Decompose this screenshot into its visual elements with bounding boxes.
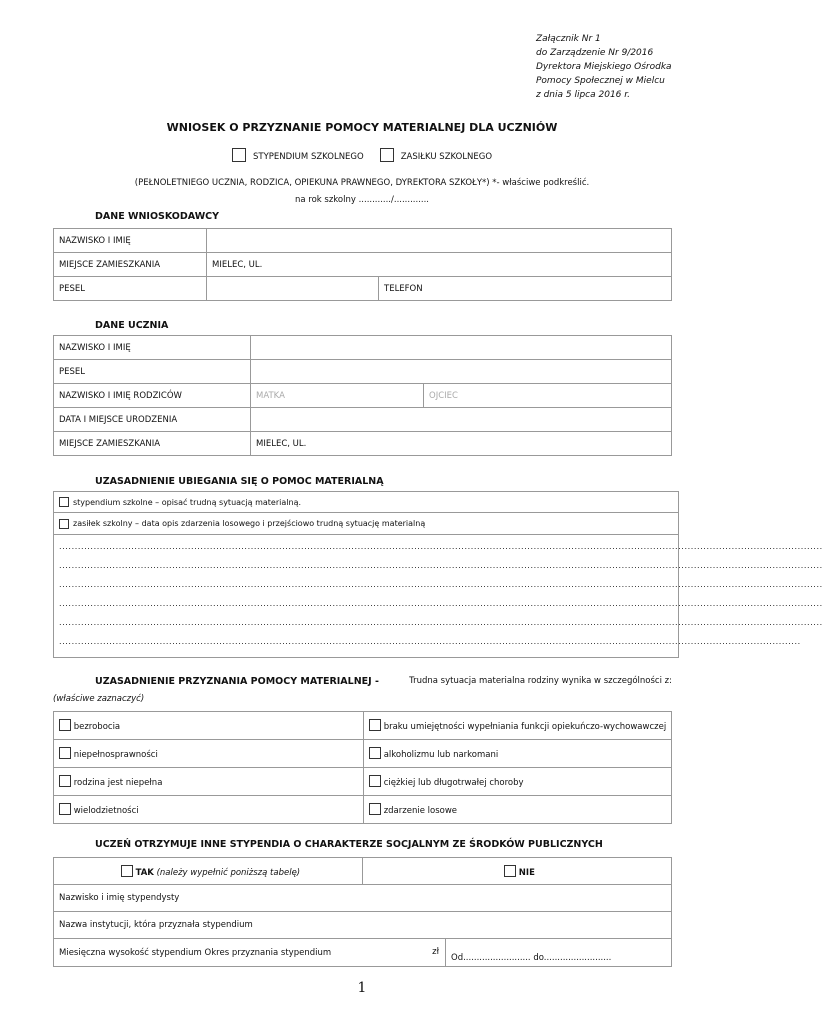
ground-item[interactable]	[54, 796, 364, 824]
dotted-line: ...................................................................................................................................................................................................................................................	[59, 580, 823, 589]
grounds-table	[53, 711, 672, 824]
tak-checkbox[interactable]	[121, 865, 133, 877]
grounds-note: (właściwe zaznaczyć)	[53, 694, 145, 704]
applicant-name-field[interactable]	[207, 229, 672, 253]
page-number: 1	[357, 980, 367, 996]
ground-item[interactable]	[364, 712, 672, 740]
zasilek-label: ZASIŁKU SZKOLNEGO	[400, 152, 493, 162]
currency-label: zł	[432, 947, 439, 957]
tak-option[interactable]	[54, 858, 363, 885]
dotted-line: ...................................................................................................................................................................................................................................................	[59, 542, 823, 551]
ground-item[interactable]	[54, 712, 364, 740]
ground-item[interactable]	[364, 740, 672, 768]
tak-note: (należy wypełnić poniższą tabelę)	[156, 867, 301, 878]
ground-item[interactable]	[364, 768, 672, 796]
ground-label: alkoholizmu lub narkomani	[383, 750, 499, 760]
stypendium-label: STYPENDIUM SZKOLNEGO	[253, 152, 364, 162]
birth-field[interactable]	[251, 408, 672, 432]
father-field[interactable]: OJCIEC	[424, 384, 672, 408]
applicant-note: (PEŁNOLETNIEGO UCZNIA, RODZICA, OPIEKUNA PRAWNEGO, DYREKTORA SZKOŁY*) *- właściwe podkreślić.	[134, 178, 590, 188]
ground-checkbox[interactable]	[369, 803, 381, 815]
annex-line: z dnia 5 lipca 2016 r.	[536, 90, 631, 100]
applicant-name-label: NAZWISKO I IMIĘ	[54, 229, 207, 253]
period-field[interactable]: Od......................... do.........................	[446, 939, 672, 967]
institution-row[interactable]: Nazwa instytucji, która przyznała stypendium	[54, 912, 672, 939]
dotted-line: ...................................................................................................................................................................................................................................................	[59, 618, 823, 627]
ground-item[interactable]	[54, 768, 364, 796]
justification-zasilek-checkbox[interactable]	[59, 519, 69, 529]
ground-checkbox[interactable]	[59, 775, 71, 787]
student-table	[53, 335, 672, 456]
annex-line: Pomocy Społecznej w Mielcu	[536, 76, 665, 86]
justification-box	[53, 491, 823, 658]
student-heading: DANE UCZNIA	[95, 320, 169, 331]
student-pesel-field[interactable]	[251, 360, 672, 384]
ground-checkbox[interactable]	[59, 747, 71, 759]
ground-checkbox[interactable]	[369, 719, 381, 731]
ground-checkbox[interactable]	[369, 775, 381, 787]
student-name-label: NAZWISKO I IMIĘ	[54, 336, 251, 360]
student-name-field[interactable]	[251, 336, 672, 360]
justification-option-stypendium[interactable]	[54, 492, 678, 513]
dotted-line: ............................................................................................................................................................................................................................................	[59, 637, 801, 646]
ground-label: wielodzietności	[73, 806, 139, 816]
applicant-pesel-label: PESEL	[54, 277, 207, 301]
applicant-table	[53, 228, 672, 301]
other-table	[53, 857, 672, 967]
grounds-heading-cont: Trudna sytuacja materialna rodziny wynika w szczególności z:	[409, 676, 672, 686]
grounds-heading: UZASADNIENIE PRZYZNANIA POMOCY MATERIALNEJ -	[95, 676, 379, 687]
ground-label: rodzina jest niepełna	[73, 778, 163, 788]
school-year: na rok szkolny ............/.............	[294, 195, 430, 205]
applicant-address-field[interactable]: MIELEC, UL.	[207, 253, 672, 277]
ground-label: braku umiejętności wypełniania funkcji opiekuńczo-wychowawczej	[383, 722, 667, 732]
applicant-address-label: MIEJSCE ZAMIESZKANIA	[54, 253, 207, 277]
page-title: WNIOSEK O PRZYZNANIE POMOCY MATERIALNEJ DLA UCZNIÓW	[166, 121, 558, 134]
other-heading: UCZEŃ OTRZYMUJE INNE STYPENDIA O CHARAKTERZE SOCJALNYM ZE ŚRODKÓW PUBLICZNYCH	[95, 839, 603, 850]
nie-label: NIE	[518, 867, 535, 878]
ground-checkbox[interactable]	[369, 747, 381, 759]
ground-item[interactable]	[364, 796, 672, 824]
annex-line: Załącznik Nr 1	[536, 34, 601, 44]
ground-item[interactable]	[54, 740, 364, 768]
ground-checkbox[interactable]	[59, 803, 71, 815]
justification-heading: UZASADNIENIE UBIEGANIA SIĘ O POMOC MATERIALNĄ	[95, 476, 384, 487]
applicant-heading: DANE WNIOSKODAWCY	[95, 211, 220, 222]
justification-text-area[interactable]	[54, 535, 823, 651]
amount-cell[interactable]	[54, 939, 446, 967]
birth-label: DATA I MIEJSCE URODZENIA	[54, 408, 251, 432]
annex-line: do Zarządzenie Nr 9/2016	[536, 48, 654, 58]
ground-label: ciężkiej lub długotrwałej choroby	[383, 778, 524, 788]
justification-option-zasilek[interactable]	[54, 513, 678, 535]
justification-option1-label: stypendium szkolne – opisać trudną sytuacją materialną.	[73, 497, 302, 507]
tak-label: TAK	[135, 867, 154, 878]
annex-line: Dyrektora Miejskiego Ośrodka	[536, 62, 672, 72]
grounds-heading-row	[95, 676, 672, 687]
student-address-field[interactable]: MIELEC, UL.	[251, 432, 672, 456]
zasilek-checkbox[interactable]	[380, 148, 394, 162]
nie-checkbox[interactable]	[504, 865, 516, 877]
mother-field[interactable]: MATKA	[251, 384, 424, 408]
ground-label: niepełnosprawności	[73, 750, 158, 760]
type-selection	[232, 148, 492, 162]
applicant-pesel-field[interactable]	[207, 277, 379, 301]
stypendium-checkbox[interactable]	[232, 148, 246, 162]
parents-label: NAZWISKO I IMIĘ RODZICÓW	[54, 384, 251, 408]
student-address-label: MIEJSCE ZAMIESZKANIA	[54, 432, 251, 456]
applicant-phone-field[interactable]: TELEFON	[379, 277, 672, 301]
amount-label: Miesięczna wysokość stypendium Okres przyznania stypendium	[59, 947, 332, 958]
justification-option2-label: zasiłek szkolny – data opis zdarzenia losowego i przejściowo trudną sytuację materialną	[73, 519, 426, 528]
student-pesel-label: PESEL	[54, 360, 251, 384]
annex-note	[536, 32, 672, 102]
dotted-line: ...................................................................................................................................................................................................................................................	[59, 561, 823, 570]
nie-option[interactable]	[363, 858, 672, 885]
ground-label: zdarzenie losowe	[383, 806, 458, 816]
justification-stypendium-checkbox[interactable]	[59, 497, 69, 507]
dotted-line: ...................................................................................................................................................................................................................................................	[59, 599, 823, 608]
recipient-name-row[interactable]: Nazwisko i imię stypendysty	[54, 885, 672, 912]
ground-label: bezrobocia	[73, 722, 121, 732]
ground-checkbox[interactable]	[59, 719, 71, 731]
